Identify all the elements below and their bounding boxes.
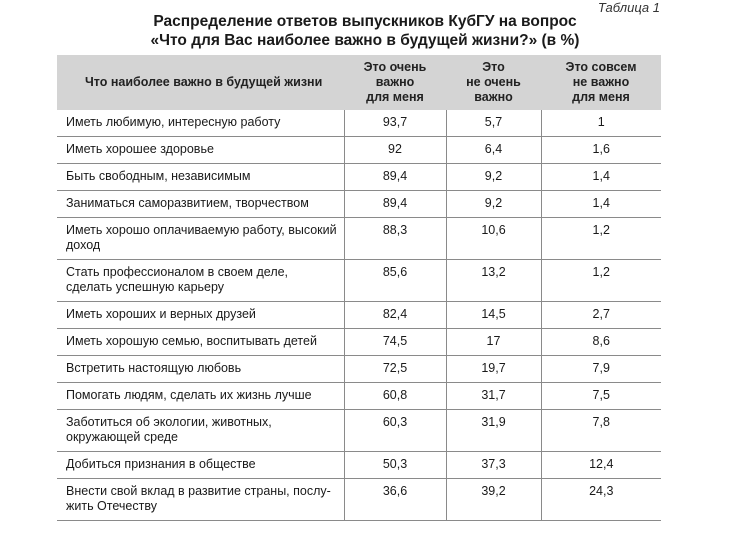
table-row (57, 164, 661, 191)
value-not-very-important: 10,6 (446, 218, 541, 260)
header-line: важно (474, 90, 513, 104)
value-not-very-important: 5,7 (446, 110, 541, 137)
header-line: Это очень (363, 60, 427, 74)
table-label: Таблица 1 (597, 0, 660, 15)
row-label (57, 452, 344, 479)
value-very-important: 93,7 (344, 110, 446, 137)
value-not-important-at-all: 1,2 (541, 260, 661, 302)
table-row (57, 356, 661, 383)
title-line-2: «Что для Вас наиболее важно в будущей жизни?» (в %) (150, 32, 580, 49)
table-row (57, 302, 661, 329)
row-label (57, 260, 344, 302)
value-not-important-at-all: 7,9 (541, 356, 661, 383)
value-not-important-at-all: 7,5 (541, 383, 661, 410)
title-line-1: Распределение ответов выпускников КубГУ на вопрос (153, 13, 577, 30)
row-label (57, 479, 344, 521)
row-label-line: жить Отечеству (66, 499, 157, 513)
row-label (57, 137, 344, 164)
row-label-line: Внести свой вклад в развитие страны, послу- (66, 484, 331, 498)
table-title (0, 12, 730, 50)
header-line: Это (482, 60, 505, 74)
table-row (57, 329, 661, 356)
row-label-line: Встретить настоящую любовь (66, 361, 242, 375)
row-label (57, 329, 344, 356)
value-not-important-at-all: 1 (541, 110, 661, 137)
value-not-very-important: 9,2 (446, 164, 541, 191)
row-label-line: сделать успешную карьеру (66, 280, 225, 294)
row-label (57, 218, 344, 260)
value-very-important: 50,3 (344, 452, 446, 479)
header-line: для меня (572, 90, 630, 104)
row-label (57, 164, 344, 191)
header-line: для меня (366, 90, 424, 104)
value-not-very-important: 9,2 (446, 191, 541, 218)
row-label-line: Добиться признания в обществе (66, 457, 256, 471)
table-row (57, 110, 661, 137)
row-label-line: Иметь хорошую семью, воспитывать детей (66, 334, 317, 348)
value-not-important-at-all: 1,2 (541, 218, 661, 260)
table-row (57, 260, 661, 302)
header-row (57, 55, 661, 110)
value-not-important-at-all: 12,4 (541, 452, 661, 479)
value-not-very-important: 14,5 (446, 302, 541, 329)
value-not-important-at-all: 7,8 (541, 410, 661, 452)
row-label (57, 110, 344, 137)
row-label (57, 356, 344, 383)
row-label-line: Иметь любимую, интересную работу (66, 115, 281, 129)
survey-table (57, 55, 661, 521)
header-line: не очень (466, 75, 521, 89)
row-label-line: Иметь хорошее здоровье (66, 142, 214, 156)
value-not-important-at-all: 2,7 (541, 302, 661, 329)
value-very-important: 74,5 (344, 329, 446, 356)
value-very-important: 85,6 (344, 260, 446, 302)
value-not-important-at-all: 1,6 (541, 137, 661, 164)
row-label (57, 383, 344, 410)
header-not-important-at-all (541, 55, 661, 110)
row-label-line: окружающей среде (66, 430, 178, 444)
value-not-important-at-all: 8,6 (541, 329, 661, 356)
value-not-very-important: 31,7 (446, 383, 541, 410)
header-line: не важно (572, 75, 630, 89)
row-label-line: Помогать людям, сделать их жизнь лучше (66, 388, 312, 402)
header-line: важно (375, 75, 415, 89)
row-label (57, 302, 344, 329)
row-label-line: Стать профессионалом в своем деле, (66, 265, 289, 279)
table-body (57, 110, 661, 521)
value-not-very-important: 6,4 (446, 137, 541, 164)
row-label-line: Иметь хороших и верных друзей (66, 307, 256, 321)
table-row (57, 383, 661, 410)
value-not-very-important: 37,3 (446, 452, 541, 479)
value-very-important: 89,4 (344, 191, 446, 218)
value-not-important-at-all: 1,4 (541, 164, 661, 191)
table-row (57, 191, 661, 218)
value-very-important: 88,3 (344, 218, 446, 260)
value-very-important: 89,4 (344, 164, 446, 191)
row-label (57, 191, 344, 218)
row-label-line: Быть свободным, независимым (66, 169, 251, 183)
table-row (57, 218, 661, 260)
header-line: Это совсем (565, 60, 637, 74)
row-label-line: Иметь хорошо оплачиваемую работу, высокий (66, 223, 337, 237)
header-very-important (344, 55, 446, 110)
value-not-important-at-all: 1,4 (541, 191, 661, 218)
value-not-very-important: 13,2 (446, 260, 541, 302)
value-very-important: 82,4 (344, 302, 446, 329)
table-row (57, 137, 661, 164)
header-not-very-important (446, 55, 541, 110)
row-label-line: Заниматься саморазвитием, творчеством (66, 196, 309, 210)
row-label (57, 410, 344, 452)
header-importance: Что наиболее важно в будущей жизни (57, 55, 344, 110)
table-row (57, 479, 661, 521)
value-very-important: 60,3 (344, 410, 446, 452)
value-not-very-important: 17 (446, 329, 541, 356)
row-label-line: доход (66, 238, 101, 252)
value-not-very-important: 31,9 (446, 410, 541, 452)
value-very-important: 72,5 (344, 356, 446, 383)
value-not-important-at-all: 24,3 (541, 479, 661, 521)
value-not-very-important: 39,2 (446, 479, 541, 521)
table-row (57, 452, 661, 479)
table-row (57, 410, 661, 452)
row-label-line: Заботиться об экологии, животных, (66, 415, 272, 429)
value-not-very-important: 19,7 (446, 356, 541, 383)
value-very-important: 60,8 (344, 383, 446, 410)
value-very-important: 36,6 (344, 479, 446, 521)
value-very-important: 92 (344, 137, 446, 164)
